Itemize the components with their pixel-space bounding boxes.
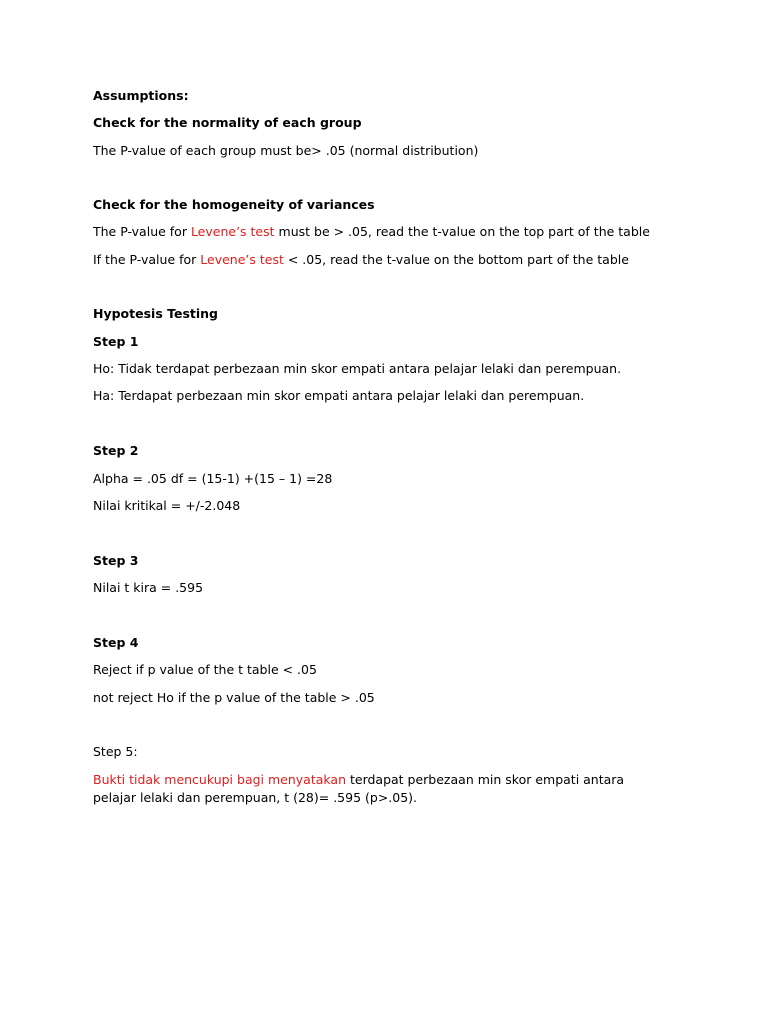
levene-test-highlight: Levene’s test (200, 252, 284, 267)
homogeneity-heading: Check for the homogeneity of variances (93, 197, 375, 212)
null-hypothesis: Ho: Tidak terdapat perbezaan min skor empati antara pelajar lelaki dan perempuan. (93, 361, 622, 376)
reject-rule: Reject if p value of the t table < .05 (93, 662, 317, 677)
not-reject-rule: not reject Ho if the p value of the table > .05 (93, 690, 375, 705)
levene-line-1 (93, 223, 650, 241)
levene-line-1-prefix: The P-value for (93, 224, 191, 239)
alpha-df-line: Alpha = .05 df = (15-1) +(15 – 1) =28 (93, 471, 333, 486)
step5-heading: Step 5: (93, 744, 138, 759)
hypothesis-heading: Hypotesis Testing (93, 306, 219, 321)
step3-heading: Step 3 (93, 553, 139, 568)
t-value-line: Nilai t kira = .595 (93, 580, 204, 595)
step4-heading: Step 4 (93, 635, 139, 650)
conclusion-highlight: Bukti tidak mencukupi bagi menyatakan (93, 772, 346, 787)
step2-heading: Step 2 (93, 443, 139, 458)
assumptions-heading: Assumptions: (93, 88, 189, 103)
conclusion-rest: terdapat perbezaan min skor empati antara pelajar lelaki dan perempuan, t (28)= .595 (p>.05). (93, 772, 625, 805)
alt-hypothesis: Ha: Terdapat perbezaan min skor empati antara pelajar lelaki dan perempuan. (93, 388, 585, 403)
levene-test-highlight: Levene’s test (190, 224, 275, 239)
levene-line-2 (93, 251, 629, 269)
step1-heading: Step 1 (93, 334, 139, 349)
normality-text: The P-value of each group must be> .05 (normal distribution) (93, 143, 479, 158)
conclusion-paragraph (93, 771, 668, 807)
levene-line-2-prefix: If the P-value for (93, 252, 201, 267)
critical-value-line: Nilai kritikal = +/-2.048 (93, 498, 241, 513)
levene-line-1-suffix: must be > .05, read the t-value on the top part of the table (274, 224, 650, 239)
levene-line-2-suffix: < .05, read the t-value on the bottom part of the table (283, 252, 629, 267)
normality-heading: Check for the normality of each group (93, 115, 362, 130)
